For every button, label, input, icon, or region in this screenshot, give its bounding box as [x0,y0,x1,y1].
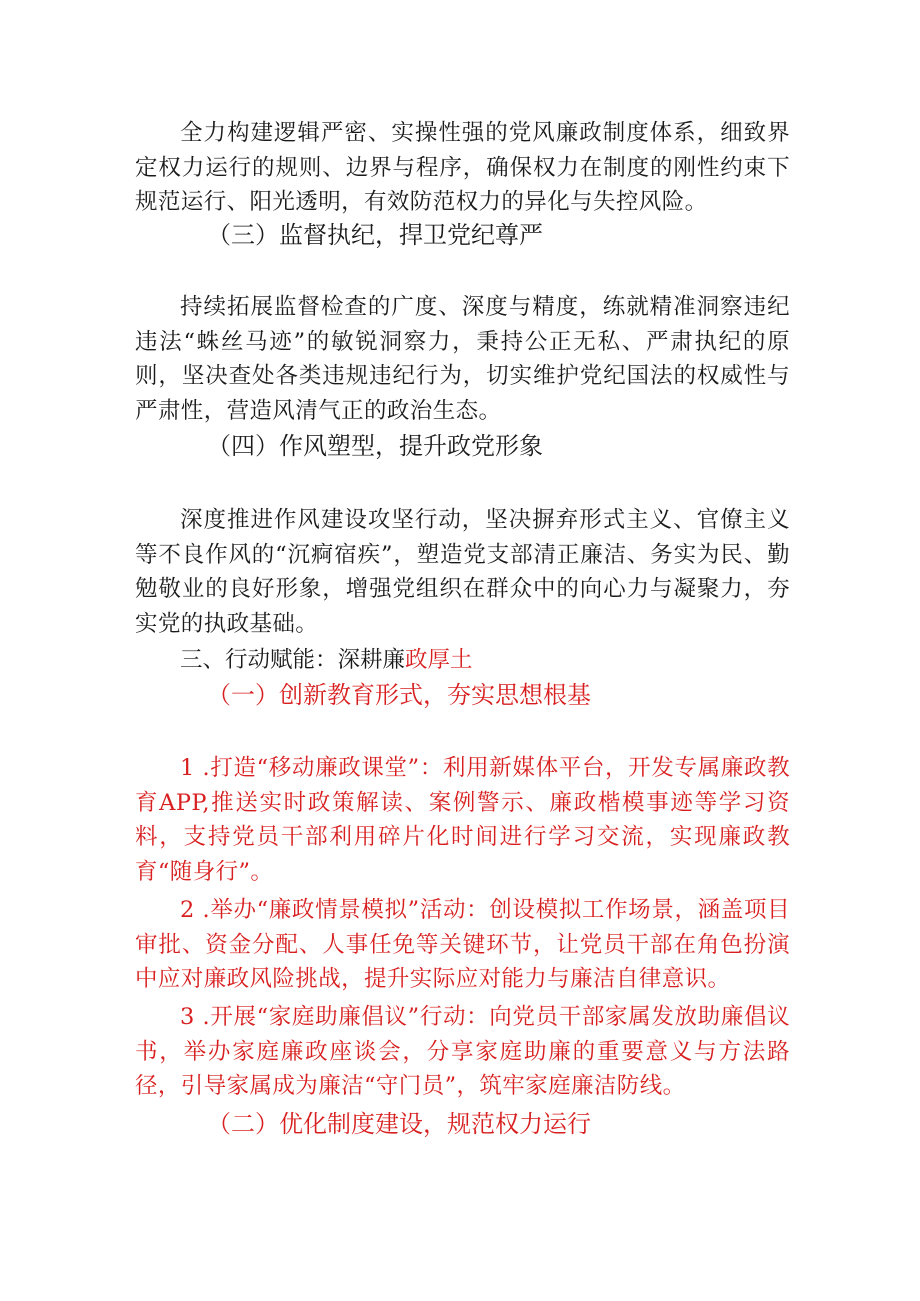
list-item-mobile-classroom: 1 .打造“移动廉政课堂”：利用新媒体平台，开发专属廉政教育APP,推送实时政策解读、案例警示、廉政楷模事迹等学习资料，支持党员干部利用碎片化时间进行学习交流，实现廉政教育“随身行”。 [135,755,790,885]
heading-supervision: （三）监督执纪，捍卫党纪尊严 [207,221,543,249]
heading-work-style: （四）作风塑型，提升政党形象 [207,432,543,460]
list-item-family-initiative: 3 .开展“家庭助廉倡议”行动：向党员干部家属发放助廉倡议书，举办家庭廉政座谈会，分享家庭助廉的重要意义与方法路径，引导家属成为廉洁“守门员”，筑牢家庭廉洁防线。 [135,1004,790,1099]
list-item-scenario-simulation: 2 .举办“廉政情景模拟”活动：创设模拟工作场景，涵盖项目审批、资金分配、人事任免等关键环节，让党员干部在角色扮演中应对廉政风险挑战，提升实际应对能力与廉洁自律意识。 [135,897,790,992]
section-heading-suffix: 政厚土 [405,647,473,673]
section-heading-prefix: 三、行动赋能：深耕廉 [180,647,406,673]
paragraph-system-building: 全力构建逻辑严密、实操性强的党风廉政制度体系，细致界定权力运行的规则、边界与程序，确保权力在制度的刚性约束下规范运行、阳光透明，有效防范权力的异化与失控风险。 [135,120,790,215]
subheading-system-optimization: （二）优化制度建设，规范权力运行 [207,1110,591,1138]
subheading-education: （一）创新教育形式，夯实思想根基 [207,681,591,709]
paragraph-supervision: 持续拓展监督检查的广度、深度与精度，练就精准洞察违纪违法“蛛丝马迹”的敏锐洞察力，秉持公正无私、严肃执纪的原则，坚决查处各类违规违纪行为，切实维护党纪国法的权威性与严肃性，营造风清气正的政治生态。 [135,294,790,424]
section-heading-action [135,643,790,677]
paragraph-work-style: 深度推进作风建设攻坚行动，坚决摒弃形式主义、官僚主义等不良作风的“沉痾宿疾”，塑造党支部清正廉洁、务实为民、勤勉敬业的良好形象，增强党组织在群众中的向心力与凝聚力，夯实党的执政基础。 [135,507,790,637]
